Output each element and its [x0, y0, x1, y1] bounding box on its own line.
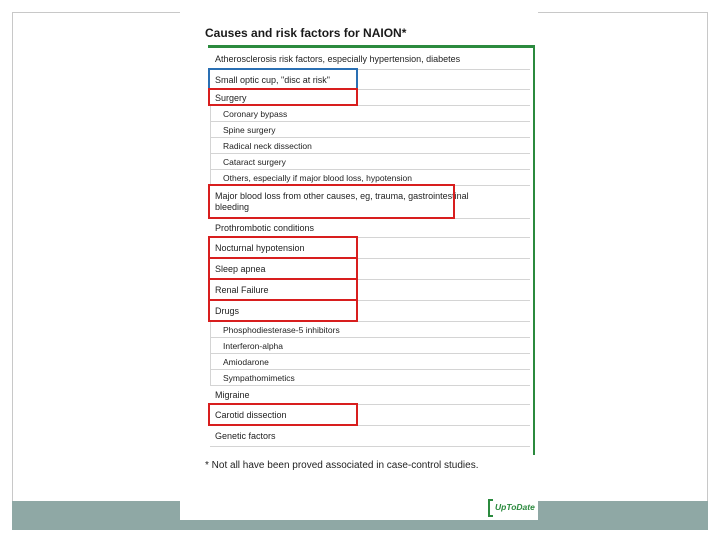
indent-rule [210, 154, 211, 169]
table-row [210, 122, 530, 138]
uptodate-logo [487, 498, 537, 518]
risk-factor-table [208, 45, 535, 455]
row-label: Amiodarone [223, 356, 269, 367]
slide-top-rule-left [12, 12, 180, 13]
slide-top-rule-right [538, 12, 708, 13]
table-right-accent [533, 45, 535, 455]
row-label: Interferon-alpha [223, 340, 284, 351]
slide-left-border [12, 12, 13, 502]
row-label: Sleep apnea [215, 264, 266, 274]
document-page [180, 12, 538, 520]
slide-right-border [707, 12, 708, 502]
indent-rule [210, 322, 211, 337]
row-label: Prothrombotic conditions [215, 223, 315, 233]
row-label: Nocturnal hypotension [215, 243, 305, 253]
table-row [210, 386, 530, 405]
row-label: Genetic factors [215, 431, 276, 441]
table-row [210, 322, 530, 338]
table-row [210, 106, 530, 122]
row-label: Surgery [215, 92, 247, 103]
table-row [210, 138, 530, 154]
table-row [210, 259, 530, 280]
row-label: Renal Failure [215, 285, 269, 295]
row-label: Major blood loss from other causes, eg, trauma, gastrointestinal bleeding [215, 191, 469, 212]
row-label: Phosphodiesterase-5 inhibitors [223, 324, 340, 335]
table-row [210, 354, 530, 370]
logo-text: UpToDate [495, 502, 535, 512]
indent-rule [210, 122, 211, 137]
indent-rule [210, 106, 211, 121]
table-row [210, 154, 530, 170]
row-label: Cataract surgery [223, 156, 286, 167]
row-label: Radical neck dissection [223, 140, 312, 151]
table-row [210, 405, 530, 426]
table-row [210, 338, 530, 354]
row-label: Atherosclerosis risk factors, especially hypertension, diabetes [215, 53, 461, 64]
indent-rule [210, 170, 211, 185]
table-row [210, 280, 530, 301]
indent-rule [210, 370, 211, 385]
row-label: Drugs [215, 306, 240, 316]
row-label: Small optic cup, "disc at risk" [215, 74, 330, 85]
indent-rule [210, 138, 211, 153]
table-row [210, 48, 530, 70]
table-row [210, 426, 530, 447]
footnote: * Not all have been proved associated in case-control studies. [205, 460, 479, 471]
table-row [210, 170, 530, 186]
table-row [210, 370, 530, 386]
table-row [210, 186, 530, 219]
table-row [210, 301, 530, 322]
table-row [210, 90, 530, 106]
table-row [210, 238, 530, 259]
page-title: Causes and risk factors for NAION* [205, 26, 407, 40]
row-label: Spine surgery [223, 124, 276, 135]
row-label: Others, especially if major blood loss, hypotension [223, 172, 412, 183]
indent-rule [210, 354, 211, 369]
row-label: Carotid dissection [215, 410, 287, 420]
indent-rule [210, 338, 211, 353]
table-row [210, 219, 530, 238]
row-label: Sympathomimetics [223, 372, 295, 383]
table-row [210, 70, 530, 90]
row-label: Migraine [215, 390, 250, 400]
row-label: Coronary bypass [223, 108, 288, 119]
